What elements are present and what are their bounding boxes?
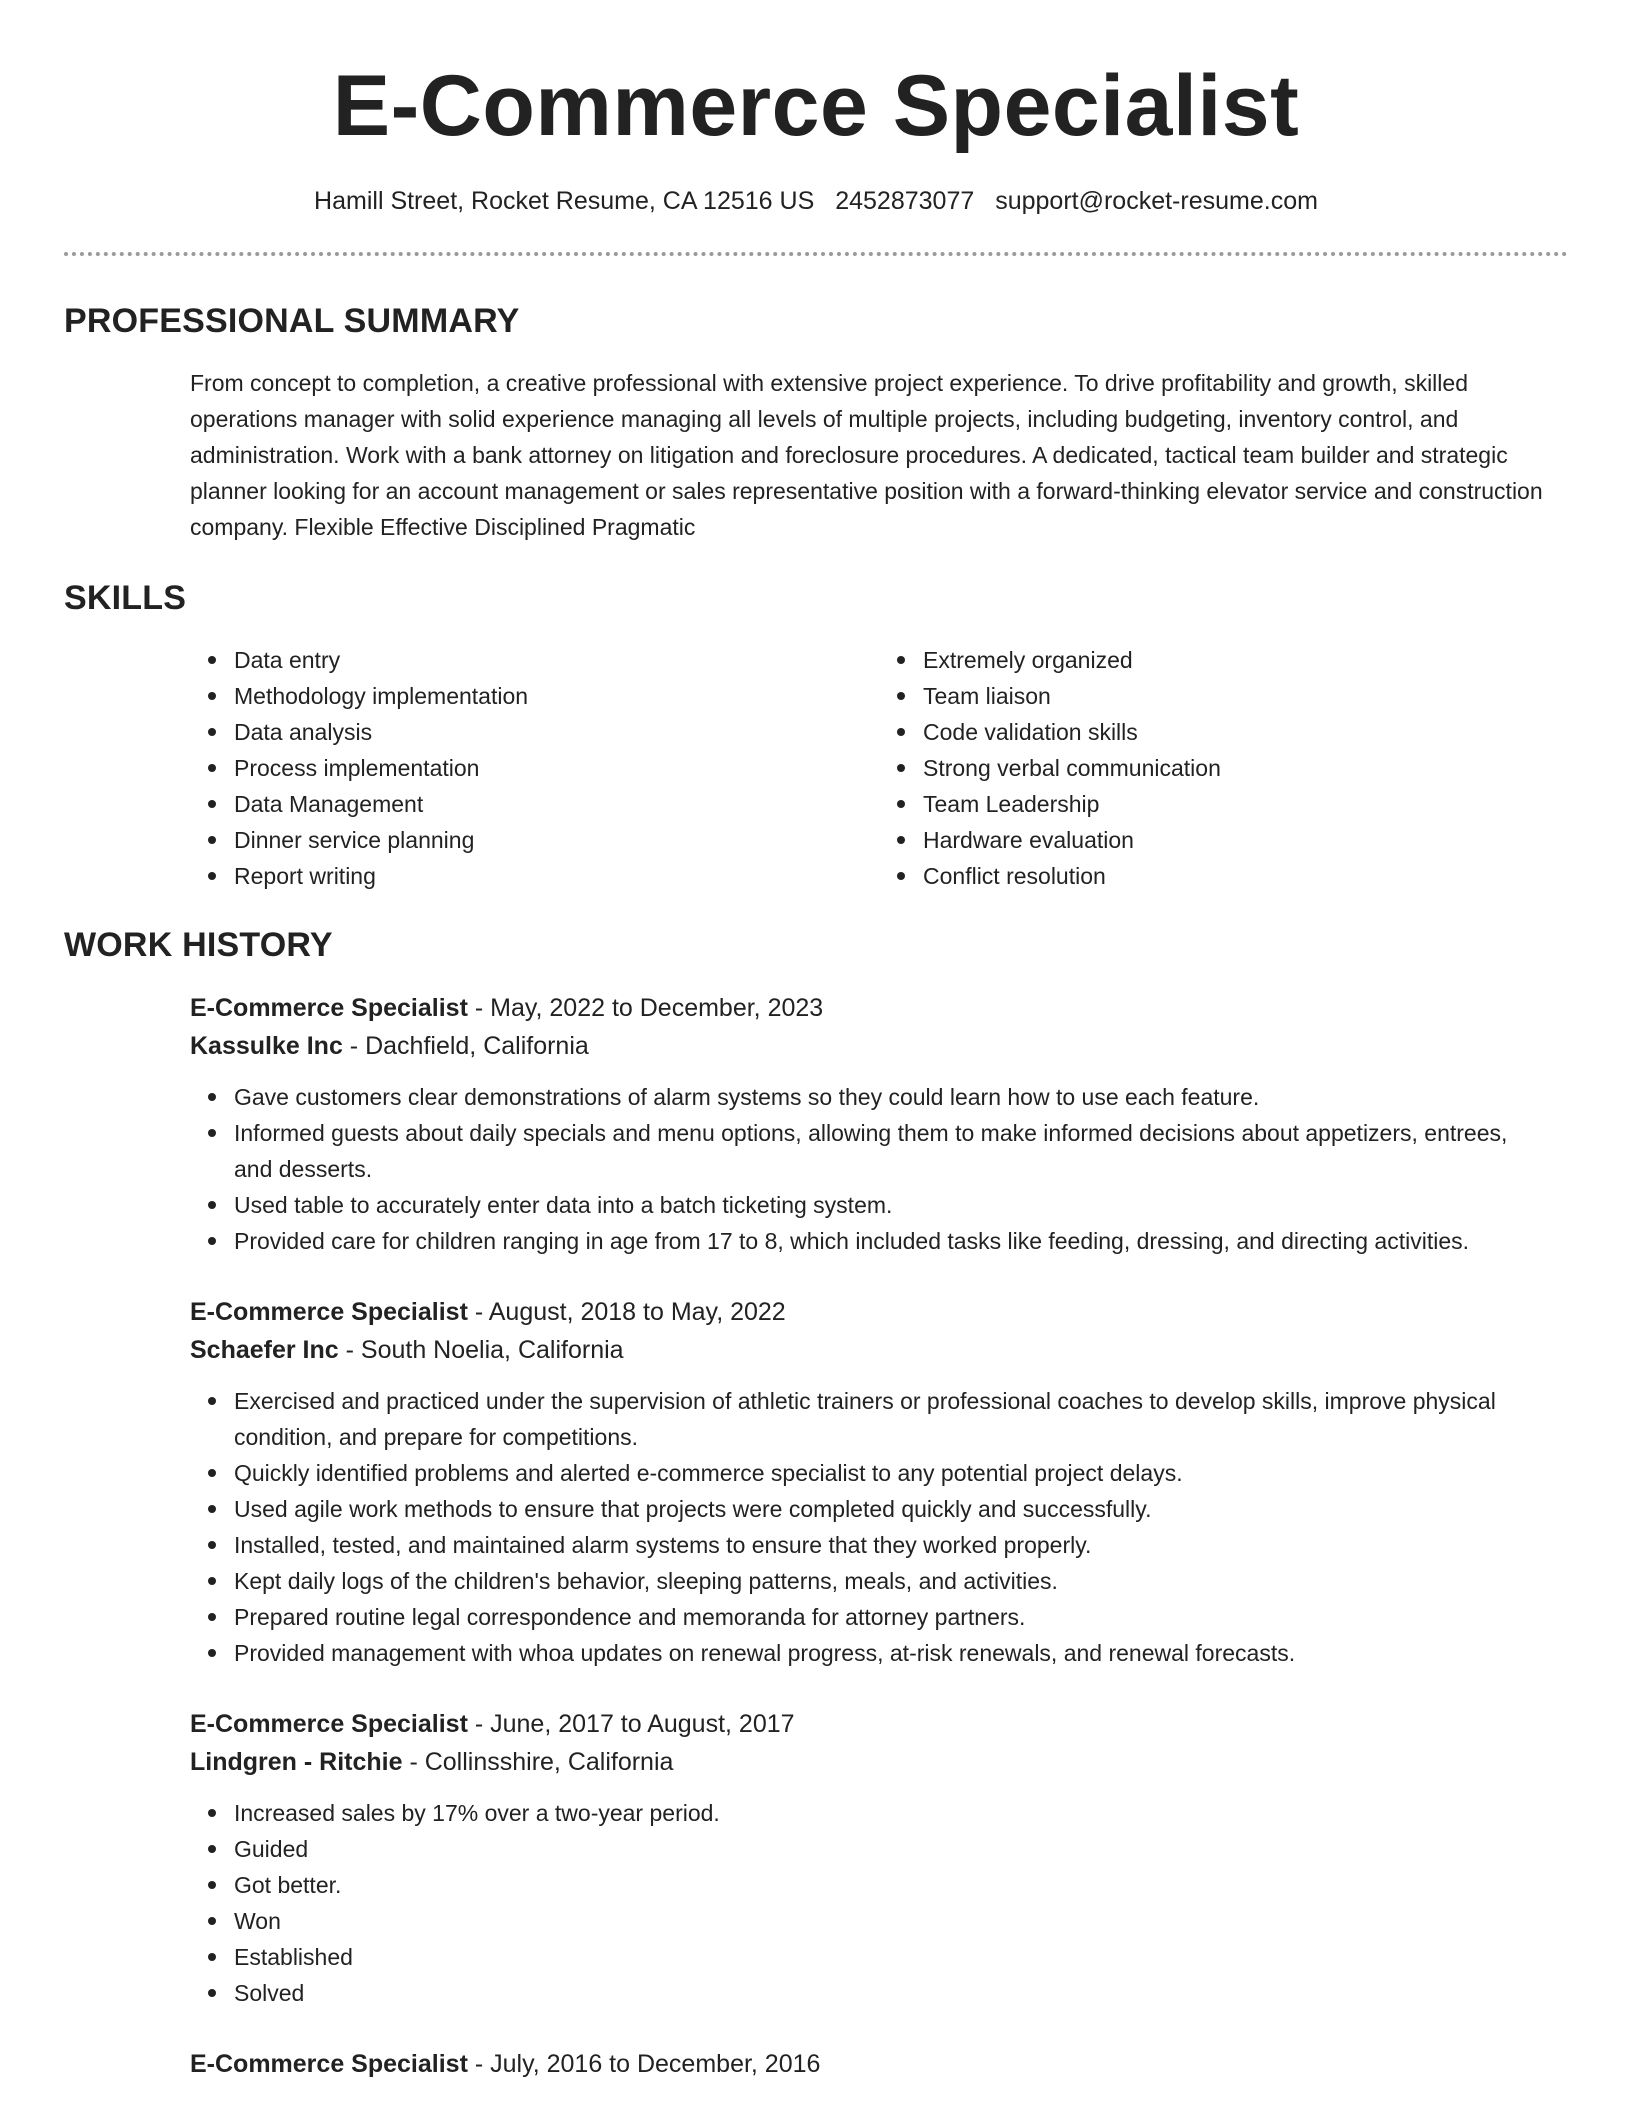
contact-address: Hamill Street, Rocket Resume, CA 12516 US <box>314 187 815 215</box>
job-bullet: Got better. <box>234 1867 1544 1903</box>
contact-phone: 2452873077 <box>835 187 975 215</box>
skill-item: Team liaison <box>923 678 1568 714</box>
skill-item: Conflict resolution <box>923 858 1568 894</box>
job-dates: - July, 2016 to December, 2016 <box>467 2050 821 2078</box>
skills-column-right <box>879 642 1568 894</box>
job-bullets <box>190 1383 1544 1671</box>
skills-heading: SKILLS <box>64 579 187 617</box>
job-location: - South Noelia, California <box>338 1336 624 1364</box>
header-divider <box>64 252 1568 256</box>
job-company: Kassulke Inc <box>190 1032 343 1060</box>
skill-item: Process implementation <box>234 750 879 786</box>
job-bullet: Kept daily logs of the children's behavior, sleeping patterns, meals, and activities. <box>234 1563 1544 1599</box>
job-bullet: Installed, tested, and maintained alarm systems to ensure that they worked properly. <box>234 1527 1544 1563</box>
job-company-line <box>190 1331 1568 1369</box>
job-dates: - May, 2022 to December, 2023 <box>467 994 824 1022</box>
skill-item: Data entry <box>234 642 879 678</box>
job-company-line <box>190 1027 1568 1065</box>
job-title-line <box>190 2045 1568 2083</box>
job-location: - Dachfield, California <box>342 1032 589 1060</box>
job-bullet: Informed guests about daily specials and menu options, allowing them to make informed decisions about appetizers, entrees, and desserts. <box>234 1115 1544 1187</box>
skill-item: Team Leadership <box>923 786 1568 822</box>
job-entry <box>190 989 1568 1259</box>
skill-item: Extremely organized <box>923 642 1568 678</box>
job-bullet: Established <box>234 1939 1544 1975</box>
work-history-list <box>190 989 1568 2083</box>
work-history-heading: WORK HISTORY <box>64 926 333 964</box>
job-bullet: Prepared routine legal correspondence and memoranda for attorney partners. <box>234 1599 1544 1635</box>
job-location: - Collinsshire, California <box>402 1748 674 1776</box>
job-title-line <box>190 1705 1568 1743</box>
skill-item: Hardware evaluation <box>923 822 1568 858</box>
job-bullet: Exercised and practiced under the supervision of athletic trainers or professional coaches to develop skills, improve physical condition, and prepare for competitions. <box>234 1383 1544 1455</box>
job-title: E-Commerce Specialist <box>190 994 468 1022</box>
contact-line <box>64 184 1568 218</box>
job-title: E-Commerce Specialist <box>190 1298 468 1326</box>
job-bullet: Won <box>234 1903 1544 1939</box>
job-company-line <box>190 1743 1568 1781</box>
skill-item: Data Management <box>234 786 879 822</box>
job-bullet: Gave customers clear demonstrations of alarm systems so they could learn how to use each feature. <box>234 1079 1544 1115</box>
job-bullet: Quickly identified problems and alerted e-commerce specialist to any potential project delays. <box>234 1455 1544 1491</box>
job-bullet: Guided <box>234 1831 1544 1867</box>
job-title-line <box>190 1293 1568 1331</box>
job-bullets <box>190 1795 1544 2011</box>
job-bullet: Solved <box>234 1975 1544 2011</box>
job-title: E-Commerce Specialist <box>190 2050 468 2078</box>
skill-item: Dinner service planning <box>234 822 879 858</box>
summary-text: From concept to completion, a creative professional with extensive project experience. To drive profitability and growth, skilled operations manager with solid experience managing all levels of multiple projects, including budgeting, inventory control, and administration. Work with a bank attorney on litigation and foreclosure procedures. A dedicated, tactical team builder and strategic planner looking for an account management or sales representative position with a forward-thinking elevator service and construction company. Flexible Effective Disciplined Pragmatic <box>190 370 1543 540</box>
job-bullet: Provided management with whoa updates on renewal progress, at-risk renewals, and renewal forecasts. <box>234 1635 1544 1671</box>
candidate-name: E-Commerce Specialist <box>332 58 1300 154</box>
job-dates: - August, 2018 to May, 2022 <box>467 1298 786 1326</box>
job-entry <box>190 1293 1568 1671</box>
job-company: Lindgren - Ritchie <box>190 1748 403 1776</box>
job-company: Schaefer Inc <box>190 1336 339 1364</box>
job-entry <box>190 2045 1568 2083</box>
job-bullet: Used agile work methods to ensure that projects were completed quickly and successfully. <box>234 1491 1544 1527</box>
skills-list <box>190 642 1568 894</box>
job-bullet: Used table to accurately enter data into a batch ticketing system. <box>234 1187 1544 1223</box>
skills-column-left <box>190 642 879 894</box>
skill-item: Methodology implementation <box>234 678 879 714</box>
job-title-line <box>190 989 1568 1027</box>
resume-header <box>64 0 1568 218</box>
job-bullet: Provided care for children ranging in age from 17 to 8, which included tasks like feeding, dressing, and directing activities. <box>234 1223 1544 1259</box>
summary-heading: PROFESSIONAL SUMMARY <box>64 302 520 340</box>
job-title: E-Commerce Specialist <box>190 1710 468 1738</box>
skill-item: Strong verbal communication <box>923 750 1568 786</box>
skill-item: Code validation skills <box>923 714 1568 750</box>
job-entry <box>190 1705 1568 2011</box>
job-dates: - June, 2017 to August, 2017 <box>467 1710 795 1738</box>
skill-item: Data analysis <box>234 714 879 750</box>
contact-email: support@rocket-resume.com <box>995 187 1318 215</box>
job-bullets <box>190 1079 1544 1259</box>
job-bullet: Increased sales by 17% over a two-year period. <box>234 1795 1544 1831</box>
skill-item: Report writing <box>234 858 879 894</box>
